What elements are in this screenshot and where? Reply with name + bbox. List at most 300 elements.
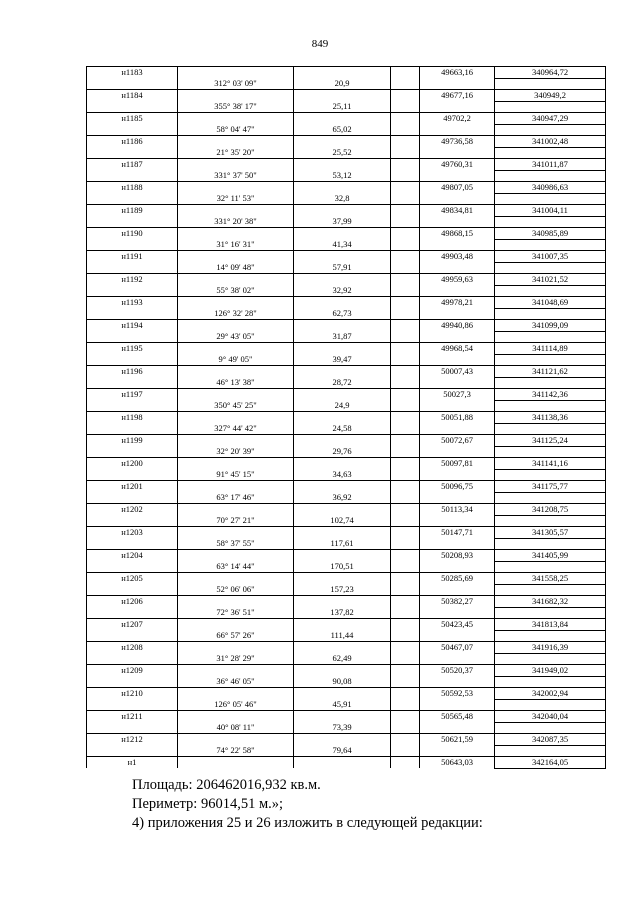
x-coordinate-cell: 50097,81 [420, 458, 495, 470]
footer-text [132, 776, 483, 833]
segment-row [87, 492, 606, 504]
x-coordinate-cell: 50565,48 [420, 711, 495, 723]
empty-cell [495, 308, 606, 320]
distance-cell: 24,58 [294, 423, 391, 435]
empty-cell [87, 492, 178, 504]
segment-row [87, 239, 606, 251]
empty-cell [495, 699, 606, 711]
empty-cell [178, 182, 294, 194]
empty-cell [178, 619, 294, 631]
distance-cell: 24,9 [294, 400, 391, 412]
point-id-cell: н1204 [87, 550, 178, 562]
empty-cell [391, 653, 420, 665]
x-coordinate-cell: 50621,59 [420, 734, 495, 746]
empty-cell [391, 550, 420, 562]
x-coordinate-cell: 50643,03 [420, 757, 495, 769]
point-row [87, 205, 606, 217]
point-id-cell: н1189 [87, 205, 178, 217]
empty-cell [87, 124, 178, 136]
point-row [87, 711, 606, 723]
y-coordinate-cell: 341007,35 [495, 251, 606, 263]
empty-cell [391, 159, 420, 171]
point-row [87, 412, 606, 424]
y-coordinate-cell: 341175,77 [495, 481, 606, 493]
direction-angle-cell: 21° 35' 20" [178, 147, 294, 159]
empty-cell [420, 331, 495, 343]
empty-cell [391, 435, 420, 447]
segment-row [87, 285, 606, 297]
distance-cell: 90,08 [294, 676, 391, 688]
empty-cell [391, 711, 420, 723]
y-coordinate-cell: 341002,48 [495, 136, 606, 148]
direction-angle-cell: 126° 05' 46" [178, 699, 294, 711]
empty-cell [391, 722, 420, 734]
segment-row [87, 124, 606, 136]
distance-cell: 62,73 [294, 308, 391, 320]
empty-cell [87, 538, 178, 550]
empty-cell [178, 734, 294, 746]
distance-cell: 73,39 [294, 722, 391, 734]
point-row [87, 182, 606, 194]
y-coordinate-cell: 341813,84 [495, 619, 606, 631]
x-coordinate-cell: 50072,67 [420, 435, 495, 447]
point-row [87, 573, 606, 585]
empty-cell [87, 699, 178, 711]
empty-cell [178, 665, 294, 677]
empty-cell [391, 573, 420, 585]
point-row [87, 320, 606, 332]
empty-cell [495, 239, 606, 251]
y-coordinate-cell: 340985,89 [495, 228, 606, 240]
x-coordinate-cell: 50382,27 [420, 596, 495, 608]
direction-angle-cell: 36° 46' 05" [178, 676, 294, 688]
y-coordinate-cell: 341138,36 [495, 412, 606, 424]
empty-cell [495, 469, 606, 481]
empty-cell [391, 113, 420, 125]
segment-row [87, 515, 606, 527]
point-row [87, 274, 606, 286]
empty-cell [420, 400, 495, 412]
empty-cell [391, 757, 420, 769]
point-id-cell: н1200 [87, 458, 178, 470]
point-id-cell: н1185 [87, 113, 178, 125]
empty-cell [391, 366, 420, 378]
perimeter-line: Периметр: 96014,51 м.»; [132, 796, 284, 812]
x-coordinate-cell: 50051,88 [420, 412, 495, 424]
empty-cell [294, 389, 391, 401]
y-coordinate-cell: 342040,04 [495, 711, 606, 723]
distance-cell: 29,76 [294, 446, 391, 458]
segment-row [87, 308, 606, 320]
empty-cell [294, 182, 391, 194]
empty-cell [294, 481, 391, 493]
distance-cell: 45,91 [294, 699, 391, 711]
empty-cell [391, 676, 420, 688]
segment-row [87, 676, 606, 688]
empty-cell [495, 446, 606, 458]
empty-cell [420, 745, 495, 757]
empty-cell [391, 216, 420, 228]
empty-cell [294, 320, 391, 332]
distance-cell: 20,9 [294, 78, 391, 90]
x-coordinate-cell: 49978,21 [420, 297, 495, 309]
distance-cell: 28,72 [294, 377, 391, 389]
empty-cell [495, 722, 606, 734]
empty-cell [420, 653, 495, 665]
empty-cell [420, 423, 495, 435]
point-row [87, 665, 606, 677]
empty-cell [294, 688, 391, 700]
empty-cell [294, 67, 391, 79]
empty-cell [87, 331, 178, 343]
empty-cell [294, 343, 391, 355]
point-row [87, 504, 606, 516]
point-id-cell: н1209 [87, 665, 178, 677]
empty-cell [178, 550, 294, 562]
empty-cell [391, 481, 420, 493]
empty-cell [294, 366, 391, 378]
empty-cell [178, 711, 294, 723]
point-row [87, 343, 606, 355]
x-coordinate-cell: 50096,75 [420, 481, 495, 493]
empty-cell [420, 492, 495, 504]
point-id-cell: н1202 [87, 504, 178, 516]
point-row [87, 619, 606, 631]
x-coordinate-cell: 49834,81 [420, 205, 495, 217]
distance-cell: 65,02 [294, 124, 391, 136]
empty-cell [87, 446, 178, 458]
segment-row [87, 262, 606, 274]
empty-cell [391, 308, 420, 320]
empty-cell [495, 400, 606, 412]
empty-cell [178, 136, 294, 148]
x-coordinate-cell: 50520,37 [420, 665, 495, 677]
y-coordinate-cell: 341011,87 [495, 159, 606, 171]
empty-cell [391, 90, 420, 102]
empty-cell [391, 596, 420, 608]
empty-cell [495, 653, 606, 665]
segment-row [87, 170, 606, 182]
segment-row [87, 584, 606, 596]
segment-row [87, 607, 606, 619]
empty-cell [495, 492, 606, 504]
direction-angle-cell: 31° 28' 29" [178, 653, 294, 665]
empty-cell [87, 170, 178, 182]
coordinates-table-body [87, 67, 606, 769]
y-coordinate-cell: 341558,25 [495, 573, 606, 585]
point-row [87, 550, 606, 562]
x-coordinate-cell: 50467,07 [420, 642, 495, 654]
empty-cell [87, 630, 178, 642]
empty-cell [294, 136, 391, 148]
distance-cell: 137,82 [294, 607, 391, 619]
x-coordinate-cell: 50027,3 [420, 389, 495, 401]
empty-cell [87, 262, 178, 274]
point-id-cell: н1188 [87, 182, 178, 194]
distance-cell: 39,47 [294, 354, 391, 366]
y-coordinate-cell: 341405,99 [495, 550, 606, 562]
y-coordinate-cell: 341682,32 [495, 596, 606, 608]
empty-cell [391, 630, 420, 642]
empty-cell [495, 354, 606, 366]
empty-cell [391, 251, 420, 263]
empty-cell [294, 573, 391, 585]
empty-cell [391, 170, 420, 182]
empty-cell [87, 147, 178, 159]
segment-row [87, 538, 606, 550]
point-row [87, 251, 606, 263]
distance-cell: 117,61 [294, 538, 391, 550]
distance-cell: 102,74 [294, 515, 391, 527]
segment-row [87, 331, 606, 343]
empty-cell [495, 630, 606, 642]
empty-cell [391, 297, 420, 309]
distance-cell: 25,11 [294, 101, 391, 113]
y-coordinate-cell: 342002,94 [495, 688, 606, 700]
y-coordinate-cell: 341114,89 [495, 343, 606, 355]
point-id-cell: н1187 [87, 159, 178, 171]
empty-cell [495, 285, 606, 297]
empty-cell [391, 400, 420, 412]
empty-cell [178, 481, 294, 493]
empty-cell [391, 527, 420, 539]
empty-cell [420, 584, 495, 596]
point-row [87, 435, 606, 447]
segment-row [87, 354, 606, 366]
y-coordinate-cell: 341048,69 [495, 297, 606, 309]
empty-cell [495, 561, 606, 573]
point-id-cell: н1183 [87, 67, 178, 79]
point-row [87, 688, 606, 700]
empty-cell [294, 757, 391, 769]
direction-angle-cell: 29° 43' 05" [178, 331, 294, 343]
point-row [87, 596, 606, 608]
empty-cell [178, 435, 294, 447]
empty-cell [178, 389, 294, 401]
point-id-cell: н1199 [87, 435, 178, 447]
empty-cell [391, 377, 420, 389]
direction-angle-cell: 40° 08' 11" [178, 722, 294, 734]
point-id-cell: н1194 [87, 320, 178, 332]
point-id-cell: н1201 [87, 481, 178, 493]
empty-cell [495, 262, 606, 274]
point-id-cell: н1197 [87, 389, 178, 401]
x-coordinate-cell: 50592,53 [420, 688, 495, 700]
empty-cell [420, 377, 495, 389]
direction-angle-cell: 350° 45' 25" [178, 400, 294, 412]
point-id-cell: н1196 [87, 366, 178, 378]
empty-cell [495, 423, 606, 435]
segment-row [87, 722, 606, 734]
empty-cell [420, 699, 495, 711]
empty-cell [87, 308, 178, 320]
empty-cell [87, 239, 178, 251]
point-id-cell: н1198 [87, 412, 178, 424]
direction-angle-cell: 46° 13' 38" [178, 377, 294, 389]
empty-cell [178, 228, 294, 240]
empty-cell [495, 515, 606, 527]
y-coordinate-cell: 340964,72 [495, 67, 606, 79]
empty-cell [420, 78, 495, 90]
point-row [87, 159, 606, 171]
empty-cell [391, 274, 420, 286]
empty-cell [420, 354, 495, 366]
empty-cell [294, 550, 391, 562]
segment-row [87, 101, 606, 113]
empty-cell [87, 377, 178, 389]
point-id-cell: н1191 [87, 251, 178, 263]
direction-angle-cell: 126° 32' 28" [178, 308, 294, 320]
empty-cell [294, 90, 391, 102]
empty-cell [87, 285, 178, 297]
empty-cell [420, 170, 495, 182]
x-coordinate-cell: 50208,93 [420, 550, 495, 562]
empty-cell [420, 469, 495, 481]
x-coordinate-cell: 49903,48 [420, 251, 495, 263]
empty-cell [495, 377, 606, 389]
empty-cell [391, 515, 420, 527]
y-coordinate-cell: 340947,29 [495, 113, 606, 125]
x-coordinate-cell: 49968,54 [420, 343, 495, 355]
point-id-cell: н1203 [87, 527, 178, 539]
empty-cell [178, 90, 294, 102]
empty-cell [87, 676, 178, 688]
empty-cell [391, 492, 420, 504]
distance-cell: 79,64 [294, 745, 391, 757]
point-id-cell: н1207 [87, 619, 178, 631]
empty-cell [178, 159, 294, 171]
point-row [87, 389, 606, 401]
x-coordinate-cell: 50147,71 [420, 527, 495, 539]
area-line: Площадь: 206462016,932 кв.м. [132, 777, 321, 793]
empty-cell [391, 423, 420, 435]
empty-cell [294, 665, 391, 677]
x-coordinate-cell: 49940,86 [420, 320, 495, 332]
y-coordinate-cell: 341099,09 [495, 320, 606, 332]
x-coordinate-cell: 49677,16 [420, 90, 495, 102]
segment-row [87, 469, 606, 481]
empty-cell [87, 354, 178, 366]
empty-cell [391, 745, 420, 757]
empty-cell [391, 193, 420, 205]
point-row [87, 113, 606, 125]
direction-angle-cell: 331° 37' 50" [178, 170, 294, 182]
x-coordinate-cell: 49959,63 [420, 274, 495, 286]
y-coordinate-cell: 341021,52 [495, 274, 606, 286]
empty-cell [391, 239, 420, 251]
empty-cell [495, 676, 606, 688]
empty-cell [420, 124, 495, 136]
point-id-cell: н1212 [87, 734, 178, 746]
x-coordinate-cell: 49760,31 [420, 159, 495, 171]
empty-cell [294, 619, 391, 631]
empty-cell [87, 423, 178, 435]
empty-cell [294, 274, 391, 286]
empty-cell [178, 251, 294, 263]
x-coordinate-cell: 49807,05 [420, 182, 495, 194]
point-id-cell: н1195 [87, 343, 178, 355]
direction-angle-cell: 63° 14' 44" [178, 561, 294, 573]
point-row [87, 527, 606, 539]
empty-cell [420, 216, 495, 228]
segment-row [87, 630, 606, 642]
empty-cell [87, 101, 178, 113]
empty-cell [495, 216, 606, 228]
direction-angle-cell: 63° 17' 46" [178, 492, 294, 504]
y-coordinate-cell: 340986,63 [495, 182, 606, 194]
empty-cell [391, 262, 420, 274]
direction-angle-cell: 55° 38' 02" [178, 285, 294, 297]
empty-cell [178, 320, 294, 332]
empty-cell [391, 205, 420, 217]
empty-cell [391, 228, 420, 240]
empty-cell [391, 147, 420, 159]
direction-angle-cell: 355° 38' 17" [178, 101, 294, 113]
distance-cell: 111,44 [294, 630, 391, 642]
empty-cell [87, 722, 178, 734]
x-coordinate-cell: 49736,58 [420, 136, 495, 148]
empty-cell [178, 274, 294, 286]
segment-row [87, 193, 606, 205]
empty-cell [294, 251, 391, 263]
direction-angle-cell: 32° 20' 39" [178, 446, 294, 458]
empty-cell [294, 596, 391, 608]
direction-angle-cell: 31° 16' 31" [178, 239, 294, 251]
empty-cell [178, 527, 294, 539]
empty-cell [178, 642, 294, 654]
point-id-cell: н1210 [87, 688, 178, 700]
empty-cell [87, 216, 178, 228]
distance-cell: 25,52 [294, 147, 391, 159]
distance-cell: 157,23 [294, 584, 391, 596]
empty-cell [391, 665, 420, 677]
empty-cell [495, 124, 606, 136]
point-id-cell: н1193 [87, 297, 178, 309]
empty-cell [495, 538, 606, 550]
direction-angle-cell: 32° 11' 53" [178, 193, 294, 205]
segment-row [87, 377, 606, 389]
x-coordinate-cell: 50285,69 [420, 573, 495, 585]
y-coordinate-cell: 341125,24 [495, 435, 606, 447]
x-coordinate-cell: 49663,16 [420, 67, 495, 79]
point-row [87, 228, 606, 240]
empty-cell [178, 757, 294, 769]
empty-cell [294, 412, 391, 424]
segment-row [87, 216, 606, 228]
empty-cell [178, 458, 294, 470]
direction-angle-cell: 70° 27' 21" [178, 515, 294, 527]
x-coordinate-cell: 50007,43 [420, 366, 495, 378]
point-row [87, 67, 606, 79]
empty-cell [495, 170, 606, 182]
empty-cell [495, 584, 606, 596]
empty-cell [294, 527, 391, 539]
empty-cell [391, 389, 420, 401]
empty-cell [391, 734, 420, 746]
empty-cell [420, 262, 495, 274]
point-row [87, 757, 606, 769]
direction-angle-cell: 312° 03' 09" [178, 78, 294, 90]
empty-cell [87, 745, 178, 757]
empty-cell [495, 101, 606, 113]
x-coordinate-cell: 49702,2 [420, 113, 495, 125]
empty-cell [391, 469, 420, 481]
segment-row [87, 446, 606, 458]
point-id-cell: н1 [87, 757, 178, 769]
empty-cell [495, 607, 606, 619]
empty-cell [420, 308, 495, 320]
segment-row [87, 147, 606, 159]
